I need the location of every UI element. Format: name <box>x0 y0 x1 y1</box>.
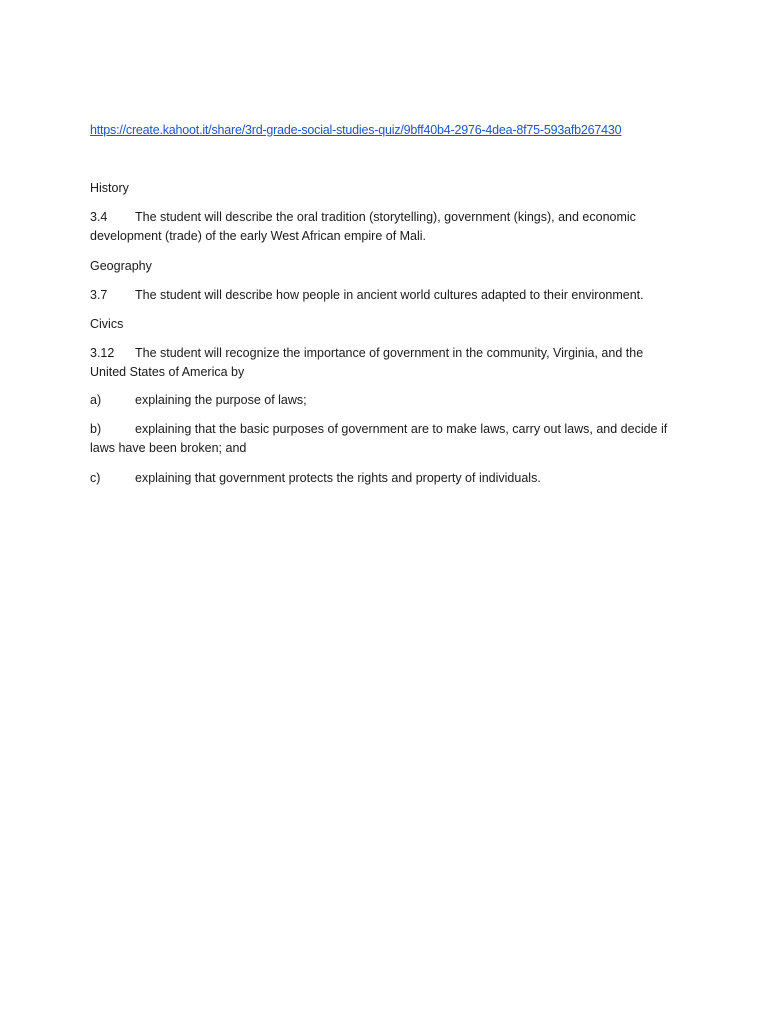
standard-number: 3.12 <box>90 346 115 360</box>
standard-text-line: The student will describe the oral tradition (storytelling), government (kings), and economic <box>135 210 636 224</box>
standard-text-line: United States of America by <box>90 365 245 379</box>
section-heading-geography: Geography <box>90 259 152 273</box>
sub-item-marker: b) <box>90 422 102 436</box>
standard-text-line: development (trade) of the early West African empire of Mali. <box>90 229 427 243</box>
sub-item-text-line: explaining that government protects the rights and property of individuals. <box>135 471 541 485</box>
sub-item-b <box>90 420 690 458</box>
standard-item-3-12 <box>90 344 690 382</box>
sub-item-marker: c) <box>90 471 101 485</box>
standard-item-3-7 <box>90 286 690 305</box>
sub-item-text-line: laws have been broken; and <box>90 441 247 455</box>
section-heading-history: History <box>90 181 129 195</box>
sub-item-text-line: explaining that the basic purposes of government are to make laws, carry out laws, and decide if <box>135 422 668 436</box>
standard-text-line: The student will recognize the importance of government in the community, Virginia, and the <box>135 346 644 360</box>
sub-item-marker: a) <box>90 393 102 407</box>
standard-number: 3.7 <box>90 288 108 302</box>
standard-item-3-4 <box>90 208 690 246</box>
standard-number: 3.4 <box>90 210 108 224</box>
kahoot-quiz-link[interactable]: https://create.kahoot.it/share/3rd-grade-social-studies-quiz/9bff40b4-2976-4dea-8f75-593afb267430 <box>90 123 622 137</box>
sub-item-text-line: explaining the purpose of laws; <box>135 393 307 407</box>
standard-text-line: The student will describe how people in ancient world cultures adapted to their environment. <box>135 288 644 302</box>
sub-item-c <box>90 469 690 488</box>
sub-item-a <box>90 391 690 410</box>
section-heading-civics: Civics <box>90 317 124 331</box>
